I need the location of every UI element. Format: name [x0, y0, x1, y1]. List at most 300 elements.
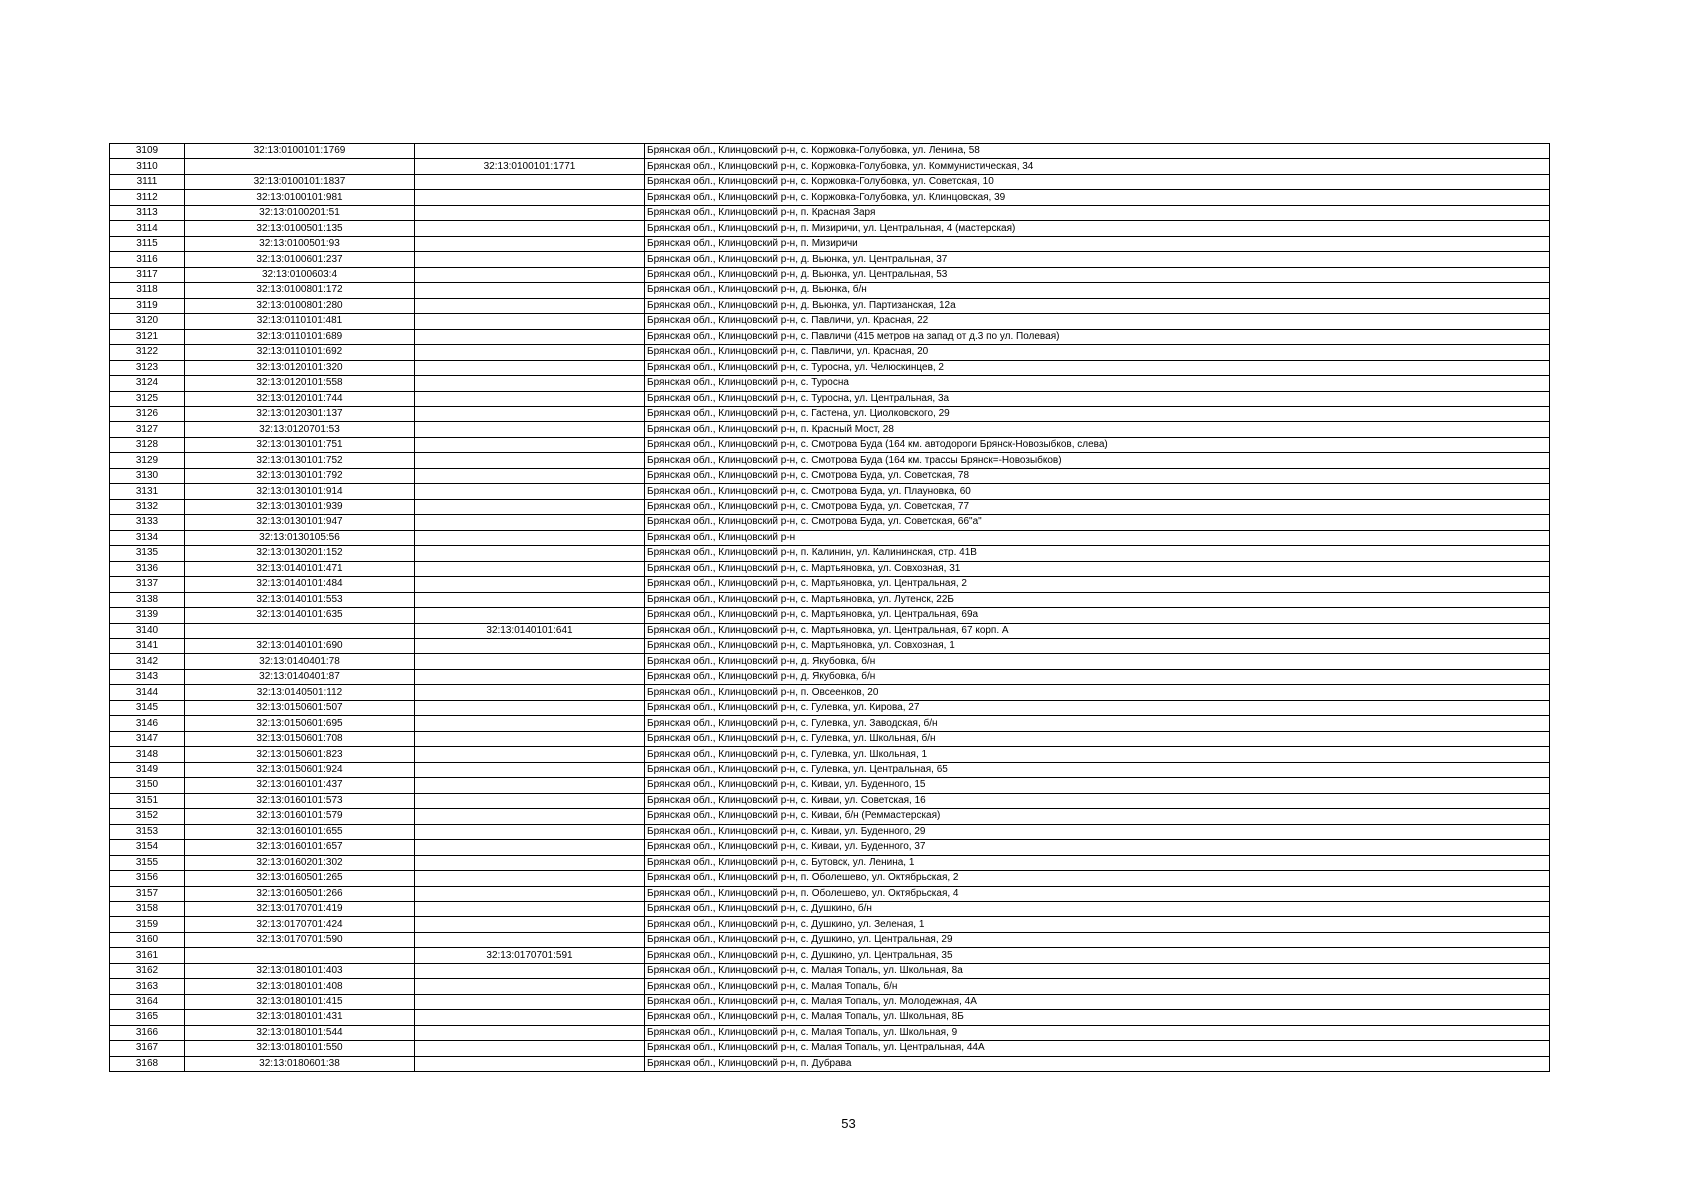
table-row: [110, 267, 1550, 282]
table-row: [110, 314, 1550, 329]
address-cell: Брянская обл., Клинцовский р-н, с. Душкино, ул. Центральная, 35: [645, 948, 1550, 963]
cadastral-number-alt-cell: 32:13:0170701:591: [415, 948, 645, 963]
row-number-cell: 3157: [110, 886, 185, 901]
row-number-cell: 3136: [110, 561, 185, 576]
row-number-cell: 3148: [110, 747, 185, 762]
address-cell: Брянская обл., Клинцовский р-н, с. Малая Топаль, б/н: [645, 979, 1550, 994]
row-number-cell: 3113: [110, 205, 185, 220]
table-row: [110, 546, 1550, 561]
table-row: [110, 345, 1550, 360]
cadastral-number-cell: [185, 159, 415, 174]
table-row: [110, 979, 1550, 994]
cadastral-number-cell: 32:13:0160101:437: [185, 778, 415, 793]
cadastral-number-cell: 32:13:0130101:914: [185, 484, 415, 499]
row-number-cell: 3145: [110, 700, 185, 715]
address-cell: Брянская обл., Клинцовский р-н, с. Коржовка-Голубовка, ул. Советская, 10: [645, 174, 1550, 189]
cadastral-number-cell: 32:13:0130105:56: [185, 530, 415, 545]
row-number-cell: 3150: [110, 778, 185, 793]
table-row: [110, 236, 1550, 251]
cadastral-number-cell: 32:13:0160101:655: [185, 824, 415, 839]
table-row: [110, 1041, 1550, 1056]
cadastral-number-alt-cell: [415, 360, 645, 375]
table-row: [110, 716, 1550, 731]
cadastral-number-alt-cell: [415, 809, 645, 824]
table-row: [110, 809, 1550, 824]
row-number-cell: 3115: [110, 236, 185, 251]
row-number-cell: 3123: [110, 360, 185, 375]
row-number-cell: 3140: [110, 623, 185, 638]
table-row: [110, 329, 1550, 344]
cadastral-number-cell: 32:13:0130101:947: [185, 515, 415, 530]
address-cell: Брянская обл., Клинцовский р-н, п. Красная Заря: [645, 205, 1550, 220]
cadastral-number-alt-cell: [415, 685, 645, 700]
row-number-cell: 3125: [110, 391, 185, 406]
address-cell: Брянская обл., Клинцовский р-н, с. Мартьяновка, ул. Совхозная, 31: [645, 561, 1550, 576]
row-number-cell: 3141: [110, 639, 185, 654]
address-cell: Брянская обл., Клинцовский р-н, с. Душкино, ул. Зеленая, 1: [645, 917, 1550, 932]
cadastral-number-cell: 32:13:0150601:823: [185, 747, 415, 762]
address-cell: Брянская обл., Клинцовский р-н, с. Смотрова Буда, ул. Плауновка, 60: [645, 484, 1550, 499]
cadastral-number-cell: 32:13:0130101:751: [185, 437, 415, 452]
row-number-cell: 3122: [110, 345, 185, 360]
address-cell: Брянская обл., Клинцовский р-н, п. Овсеенков, 20: [645, 685, 1550, 700]
address-cell: Брянская обл., Клинцовский р-н, д. Вьюнка, б/н: [645, 283, 1550, 298]
address-cell: Брянская обл., Клинцовский р-н, п. Оболешево, ул. Октябрьская, 2: [645, 871, 1550, 886]
table-row: [110, 391, 1550, 406]
address-cell: Брянская обл., Клинцовский р-н, с. Смотрова Буда, ул. Советская, 66"а": [645, 515, 1550, 530]
row-number-cell: 3164: [110, 994, 185, 1009]
address-cell: Брянская обл., Клинцовский р-н, с. Мартьяновка, ул. Центральная, 2: [645, 577, 1550, 592]
cadastral-number-cell: 32:13:0160501:266: [185, 886, 415, 901]
cadastral-number-cell: 32:13:0120101:320: [185, 360, 415, 375]
cadastral-number-alt-cell: [415, 963, 645, 978]
cadastral-number-cell: 32:13:0140101:553: [185, 592, 415, 607]
cadastral-number-alt-cell: [415, 221, 645, 236]
address-cell: Брянская обл., Клинцовский р-н, с. Гулевка, ул. Кирова, 27: [645, 700, 1550, 715]
row-number-cell: 3163: [110, 979, 185, 994]
cadastral-number-cell: 32:13:0120101:744: [185, 391, 415, 406]
table-row: [110, 700, 1550, 715]
row-number-cell: 3135: [110, 546, 185, 561]
cadastral-number-alt-cell: [415, 716, 645, 731]
cadastral-number-cell: 32:13:0140401:87: [185, 669, 415, 684]
row-number-cell: 3156: [110, 871, 185, 886]
cadastral-number-cell: 32:13:0140101:635: [185, 608, 415, 623]
cadastral-number-cell: 32:13:0160501:265: [185, 871, 415, 886]
cadastral-number-alt-cell: [415, 762, 645, 777]
row-number-cell: 3139: [110, 608, 185, 623]
cadastral-number-cell: 32:13:0100801:280: [185, 298, 415, 313]
table-row: [110, 376, 1550, 391]
address-cell: Брянская обл., Клинцовский р-н, с. Мартьяновка, ул. Лутенск, 22Б: [645, 592, 1550, 607]
cadastral-number-cell: 32:13:0170701:424: [185, 917, 415, 932]
address-cell: Брянская обл., Клинцовский р-н, с. Гулевка, ул. Заводская, б/н: [645, 716, 1550, 731]
table-row: [110, 793, 1550, 808]
cadastral-number-alt-cell: [415, 669, 645, 684]
row-number-cell: 3118: [110, 283, 185, 298]
table-row: [110, 871, 1550, 886]
cadastral-number-cell: 32:13:0180601:38: [185, 1056, 415, 1071]
address-cell: Брянская обл., Клинцовский р-н, с. Коржовка-Голубовка, ул. Клинцовская, 39: [645, 190, 1550, 205]
cadastral-number-cell: 32:13:0130101:752: [185, 453, 415, 468]
table-row: [110, 824, 1550, 839]
cadastral-number-alt-cell: [415, 345, 645, 360]
cadastral-number-cell: 32:13:0100603:4: [185, 267, 415, 282]
table-row: [110, 608, 1550, 623]
row-number-cell: 3149: [110, 762, 185, 777]
cadastral-number-alt-cell: [415, 283, 645, 298]
cadastral-number-cell: 32:13:0140501:112: [185, 685, 415, 700]
cadastral-number-alt-cell: [415, 654, 645, 669]
cadastral-number-alt-cell: [415, 855, 645, 870]
address-cell: Брянская обл., Клинцовский р-н, с. Малая Топаль, ул. Школьная, 8а: [645, 963, 1550, 978]
cadastral-number-cell: 32:13:0160101:573: [185, 793, 415, 808]
row-number-cell: 3132: [110, 499, 185, 514]
address-cell: Брянская обл., Клинцовский р-н, д. Вьюнка, ул. Центральная, 37: [645, 252, 1550, 267]
cadastral-number-cell: 32:13:0100201:51: [185, 205, 415, 220]
cadastral-number-alt-cell: [415, 546, 645, 561]
cadastral-number-alt-cell: [415, 561, 645, 576]
address-cell: Брянская обл., Клинцовский р-н, с. Мартьяновка, ул. Совхозная, 1: [645, 639, 1550, 654]
row-number-cell: 3110: [110, 159, 185, 174]
address-cell: Брянская обл., Клинцовский р-н, с. Гулевка, ул. Школьная, 1: [645, 747, 1550, 762]
address-cell: Брянская обл., Клинцовский р-н, с. Малая Топаль, ул. Школьная, 9: [645, 1025, 1550, 1040]
table-row: [110, 360, 1550, 375]
cadastral-number-alt-cell: [415, 994, 645, 1009]
address-cell: Брянская обл., Клинцовский р-н, д. Вьюнка, ул. Центральная, 53: [645, 267, 1550, 282]
cadastral-number-alt-cell: [415, 406, 645, 421]
cadastral-number-alt-cell: [415, 979, 645, 994]
row-number-cell: 3168: [110, 1056, 185, 1071]
table-row: [110, 561, 1550, 576]
row-number-cell: 3147: [110, 731, 185, 746]
address-cell: Брянская обл., Клинцовский р-н, с. Павличи, ул. Красная, 22: [645, 314, 1550, 329]
address-cell: Брянская обл., Клинцовский р-н, с. Смотрова Буда (164 км. автодороги Брянск-Новозыбков, слева): [645, 437, 1550, 452]
row-number-cell: 3116: [110, 252, 185, 267]
cadastral-number-cell: 32:13:0100801:172: [185, 283, 415, 298]
address-cell: Брянская обл., Клинцовский р-н, с. Смотрова Буда, ул. Советская, 78: [645, 468, 1550, 483]
cadastral-number-alt-cell: [415, 1010, 645, 1025]
cadastral-number-alt-cell: [415, 793, 645, 808]
cadastral-number-cell: 32:13:0130201:152: [185, 546, 415, 561]
cadastral-number-alt-cell: [415, 592, 645, 607]
table-row: [110, 453, 1550, 468]
address-cell: Брянская обл., Клинцовский р-н, с. Смотрова Буда (164 км. трассы Брянск=-Новозыбков): [645, 453, 1550, 468]
cadastral-number-alt-cell: [415, 515, 645, 530]
cadastral-number-alt-cell: [415, 824, 645, 839]
cadastral-number-cell: 32:13:0170701:419: [185, 901, 415, 916]
row-number-cell: 3137: [110, 577, 185, 592]
cadastral-number-cell: 32:13:0120301:137: [185, 406, 415, 421]
cadastral-number-alt-cell: [415, 747, 645, 762]
row-number-cell: 3144: [110, 685, 185, 700]
cadastral-number-alt-cell: [415, 901, 645, 916]
row-number-cell: 3127: [110, 422, 185, 437]
cadastral-number-cell: 32:13:0130101:792: [185, 468, 415, 483]
cadastral-number-cell: 32:13:0140101:690: [185, 639, 415, 654]
table-row: [110, 174, 1550, 189]
property-registry-table: [109, 143, 1550, 1072]
row-number-cell: 3111: [110, 174, 185, 189]
table-row: [110, 283, 1550, 298]
row-number-cell: 3112: [110, 190, 185, 205]
table-row: [110, 747, 1550, 762]
table-row: [110, 499, 1550, 514]
cadastral-number-cell: [185, 623, 415, 638]
address-cell: Брянская обл., Клинцовский р-н, с. Мартьяновка, ул. Центральная, 69а: [645, 608, 1550, 623]
cadastral-number-alt-cell: [415, 329, 645, 344]
row-number-cell: 3121: [110, 329, 185, 344]
address-cell: Брянская обл., Клинцовский р-н, с. Малая Топаль, ул. Школьная, 8Б: [645, 1010, 1550, 1025]
address-cell: Брянская обл., Клинцовский р-н, с. Павличи (415 метров на запад от д.3 по ул. Полевая): [645, 329, 1550, 344]
row-number-cell: 3124: [110, 376, 185, 391]
row-number-cell: 3119: [110, 298, 185, 313]
cadastral-number-alt-cell: [415, 298, 645, 313]
cadastral-number-alt-cell: [415, 422, 645, 437]
address-cell: Брянская обл., Клинцовский р-н, п. Мизиричи, ул. Центральная, 4 (мастерская): [645, 221, 1550, 236]
address-cell: Брянская обл., Клинцовский р-н, с. Туросна: [645, 376, 1550, 391]
cadastral-number-alt-cell: [415, 731, 645, 746]
row-number-cell: 3114: [110, 221, 185, 236]
address-cell: Брянская обл., Клинцовский р-н, с. Туросна, ул. Челюскинцев, 2: [645, 360, 1550, 375]
table-row: [110, 221, 1550, 236]
cadastral-number-cell: [185, 948, 415, 963]
address-cell: Брянская обл., Клинцовский р-н, п. Калинин, ул. Калининская, стр. 41В: [645, 546, 1550, 561]
cadastral-number-alt-cell: [415, 1025, 645, 1040]
table-row: [110, 901, 1550, 916]
cadastral-number-cell: 32:13:0120701:53: [185, 422, 415, 437]
cadastral-number-alt-cell: [415, 778, 645, 793]
cadastral-number-cell: 32:13:0100101:1837: [185, 174, 415, 189]
cadastral-number-cell: 32:13:0160201:302: [185, 855, 415, 870]
address-cell: Брянская обл., Клинцовский р-н, с. Мартьяновка, ул. Центральная, 67 корп. А: [645, 623, 1550, 638]
table-row: [110, 886, 1550, 901]
table-row: [110, 515, 1550, 530]
table-row: [110, 252, 1550, 267]
address-cell: Брянская обл., Клинцовский р-н, п. Мизиричи: [645, 236, 1550, 251]
cadastral-number-alt-cell: [415, 932, 645, 947]
cadastral-number-alt-cell: [415, 639, 645, 654]
row-number-cell: 3143: [110, 669, 185, 684]
cadastral-number-alt-cell: [415, 530, 645, 545]
cadastral-number-cell: 32:13:0110101:689: [185, 329, 415, 344]
row-number-cell: 3126: [110, 406, 185, 421]
address-cell: Брянская обл., Клинцовский р-н, п. Красный Мост, 28: [645, 422, 1550, 437]
cadastral-number-alt-cell: 32:13:0140101:641: [415, 623, 645, 638]
table-row: [110, 855, 1550, 870]
cadastral-number-cell: 32:13:0170701:590: [185, 932, 415, 947]
table-row: [110, 932, 1550, 947]
cadastral-number-alt-cell: [415, 267, 645, 282]
cadastral-number-alt-cell: [415, 376, 645, 391]
cadastral-number-alt-cell: [415, 840, 645, 855]
table-row: [110, 468, 1550, 483]
table-row: [110, 778, 1550, 793]
address-cell: Брянская обл., Клинцовский р-н, с. Бутовск, ул. Ленина, 1: [645, 855, 1550, 870]
table-row: [110, 484, 1550, 499]
row-number-cell: 3120: [110, 314, 185, 329]
table-row: [110, 669, 1550, 684]
address-cell: Брянская обл., Клинцовский р-н, с. Коржовка-Голубовка, ул. Ленина, 58: [645, 144, 1550, 159]
table-row: [110, 1010, 1550, 1025]
registry-table-body: [110, 144, 1550, 1072]
table-row: [110, 623, 1550, 638]
table-row: [110, 406, 1550, 421]
table-row: [110, 1056, 1550, 1071]
cadastral-number-alt-cell: [415, 174, 645, 189]
address-cell: Брянская обл., Клинцовский р-н, с. Гулевка, ул. Школьная, б/н: [645, 731, 1550, 746]
row-number-cell: 3142: [110, 654, 185, 669]
address-cell: Брянская обл., Клинцовский р-н: [645, 530, 1550, 545]
row-number-cell: 3109: [110, 144, 185, 159]
cadastral-number-cell: 32:13:0150601:708: [185, 731, 415, 746]
address-cell: Брянская обл., Клинцовский р-н, с. Киваи, ул. Советская, 16: [645, 793, 1550, 808]
cadastral-number-cell: 32:13:0130101:939: [185, 499, 415, 514]
table-row: [110, 190, 1550, 205]
cadastral-number-cell: 32:13:0140101:471: [185, 561, 415, 576]
address-cell: Брянская обл., Клинцовский р-н, с. Киваи, ул. Буденного, 29: [645, 824, 1550, 839]
cadastral-number-alt-cell: [415, 252, 645, 267]
cadastral-number-alt-cell: [415, 499, 645, 514]
row-number-cell: 3131: [110, 484, 185, 499]
address-cell: Брянская обл., Клинцовский р-н, с. Туросна, ул. Центральная, 3а: [645, 391, 1550, 406]
row-number-cell: 3153: [110, 824, 185, 839]
cadastral-number-cell: 32:13:0100601:237: [185, 252, 415, 267]
table-row: [110, 298, 1550, 313]
cadastral-number-alt-cell: [415, 314, 645, 329]
address-cell: Брянская обл., Клинцовский р-н, д. Якубовка, б/н: [645, 669, 1550, 684]
row-number-cell: 3155: [110, 855, 185, 870]
cadastral-number-alt-cell: [415, 1041, 645, 1056]
table-row: [110, 840, 1550, 855]
cadastral-number-cell: 32:13:0100501:93: [185, 236, 415, 251]
cadastral-number-cell: 32:13:0150601:924: [185, 762, 415, 777]
cadastral-number-cell: 32:13:0180101:408: [185, 979, 415, 994]
row-number-cell: 3167: [110, 1041, 185, 1056]
table-row: [110, 592, 1550, 607]
row-number-cell: 3152: [110, 809, 185, 824]
cadastral-number-cell: 32:13:0100101:981: [185, 190, 415, 205]
cadastral-number-cell: 32:13:0100501:135: [185, 221, 415, 236]
row-number-cell: 3162: [110, 963, 185, 978]
address-cell: Брянская обл., Клинцовский р-н, с. Коржовка-Голубовка, ул. Коммунистическая, 34: [645, 159, 1550, 174]
row-number-cell: 3129: [110, 453, 185, 468]
address-cell: Брянская обл., Клинцовский р-н, п. Оболешево, ул. Октябрьская, 4: [645, 886, 1550, 901]
row-number-cell: 3134: [110, 530, 185, 545]
cadastral-number-cell: 32:13:0180101:550: [185, 1041, 415, 1056]
cadastral-number-cell: 32:13:0180101:431: [185, 1010, 415, 1025]
address-cell: Брянская обл., Клинцовский р-н, с. Гулевка, ул. Центральная, 65: [645, 762, 1550, 777]
page-number: 53: [841, 1116, 856, 1131]
address-cell: Брянская обл., Клинцовский р-н, с. Душкино, б/н: [645, 901, 1550, 916]
row-number-cell: 3165: [110, 1010, 185, 1025]
cadastral-number-cell: 32:13:0150601:507: [185, 700, 415, 715]
row-number-cell: 3160: [110, 932, 185, 947]
cadastral-number-cell: 32:13:0180101:415: [185, 994, 415, 1009]
table-row: [110, 963, 1550, 978]
address-cell: Брянская обл., Клинцовский р-н, п. Дубрава: [645, 1056, 1550, 1071]
table-row: [110, 731, 1550, 746]
cadastral-number-alt-cell: [415, 1056, 645, 1071]
table-row: [110, 654, 1550, 669]
row-number-cell: 3130: [110, 468, 185, 483]
address-cell: Брянская обл., Клинцовский р-н, с. Киваи, ул. Буденного, 37: [645, 840, 1550, 855]
cadastral-number-alt-cell: [415, 886, 645, 901]
address-cell: Брянская обл., Клинцовский р-н, д. Якубовка, б/н: [645, 654, 1550, 669]
table-row: [110, 948, 1550, 963]
cadastral-number-alt-cell: [415, 236, 645, 251]
row-number-cell: 3159: [110, 917, 185, 932]
row-number-cell: 3117: [110, 267, 185, 282]
table-row: [110, 577, 1550, 592]
cadastral-number-alt-cell: [415, 577, 645, 592]
cadastral-number-cell: 32:13:0180101:403: [185, 963, 415, 978]
address-cell: Брянская обл., Клинцовский р-н, с. Малая Топаль, ул. Центральная, 44А: [645, 1041, 1550, 1056]
cadastral-number-alt-cell: [415, 453, 645, 468]
table-row: [110, 762, 1550, 777]
cadastral-number-alt-cell: [415, 608, 645, 623]
address-cell: Брянская обл., Клинцовский р-н, с. Киваи, б/н (Реммастерская): [645, 809, 1550, 824]
address-cell: Брянская обл., Клинцовский р-н, с. Гастена, ул. Циолковского, 29: [645, 406, 1550, 421]
cadastral-number-alt-cell: [415, 144, 645, 159]
row-number-cell: 3128: [110, 437, 185, 452]
address-cell: Брянская обл., Клинцовский р-н, с. Душкино, ул. Центральная, 29: [645, 932, 1550, 947]
cadastral-number-alt-cell: [415, 437, 645, 452]
table-row: [110, 917, 1550, 932]
address-cell: Брянская обл., Клинцовский р-н, с. Малая Топаль, ул. Молодежная, 4А: [645, 994, 1550, 1009]
cadastral-number-cell: 32:13:0150601:695: [185, 716, 415, 731]
cadastral-number-cell: 32:13:0160101:579: [185, 809, 415, 824]
table-row: [110, 205, 1550, 220]
table-row: [110, 159, 1550, 174]
row-number-cell: 3133: [110, 515, 185, 530]
table-row: [110, 639, 1550, 654]
cadastral-number-alt-cell: [415, 871, 645, 886]
cadastral-number-alt-cell: [415, 917, 645, 932]
table-row: [110, 1025, 1550, 1040]
table-row: [110, 530, 1550, 545]
cadastral-number-alt-cell: [415, 468, 645, 483]
address-cell: Брянская обл., Клинцовский р-н, с. Смотрова Буда, ул. Советская, 77: [645, 499, 1550, 514]
cadastral-number-cell: 32:13:0160101:657: [185, 840, 415, 855]
cadastral-number-alt-cell: [415, 205, 645, 220]
table-row: [110, 437, 1550, 452]
cadastral-number-cell: 32:13:0140401:78: [185, 654, 415, 669]
cadastral-number-alt-cell: [415, 391, 645, 406]
cadastral-number-cell: 32:13:0120101:558: [185, 376, 415, 391]
cadastral-number-alt-cell: 32:13:0100101:1771: [415, 159, 645, 174]
cadastral-number-cell: 32:13:0180101:544: [185, 1025, 415, 1040]
cadastral-number-alt-cell: [415, 190, 645, 205]
cadastral-number-cell: 32:13:0140101:484: [185, 577, 415, 592]
row-number-cell: 3158: [110, 901, 185, 916]
table-row: [110, 994, 1550, 1009]
address-cell: Брянская обл., Клинцовский р-н, с. Павличи, ул. Красная, 20: [645, 345, 1550, 360]
cadastral-number-alt-cell: [415, 484, 645, 499]
row-number-cell: 3161: [110, 948, 185, 963]
cadastral-number-alt-cell: [415, 700, 645, 715]
cadastral-number-cell: 32:13:0110101:692: [185, 345, 415, 360]
row-number-cell: 3138: [110, 592, 185, 607]
row-number-cell: 3146: [110, 716, 185, 731]
table-row: [110, 422, 1550, 437]
address-cell: Брянская обл., Клинцовский р-н, с. Киваи, ул. Буденного, 15: [645, 778, 1550, 793]
row-number-cell: 3151: [110, 793, 185, 808]
table-row: [110, 685, 1550, 700]
row-number-cell: 3154: [110, 840, 185, 855]
cadastral-number-cell: 32:13:0110101:481: [185, 314, 415, 329]
table-row: [110, 144, 1550, 159]
